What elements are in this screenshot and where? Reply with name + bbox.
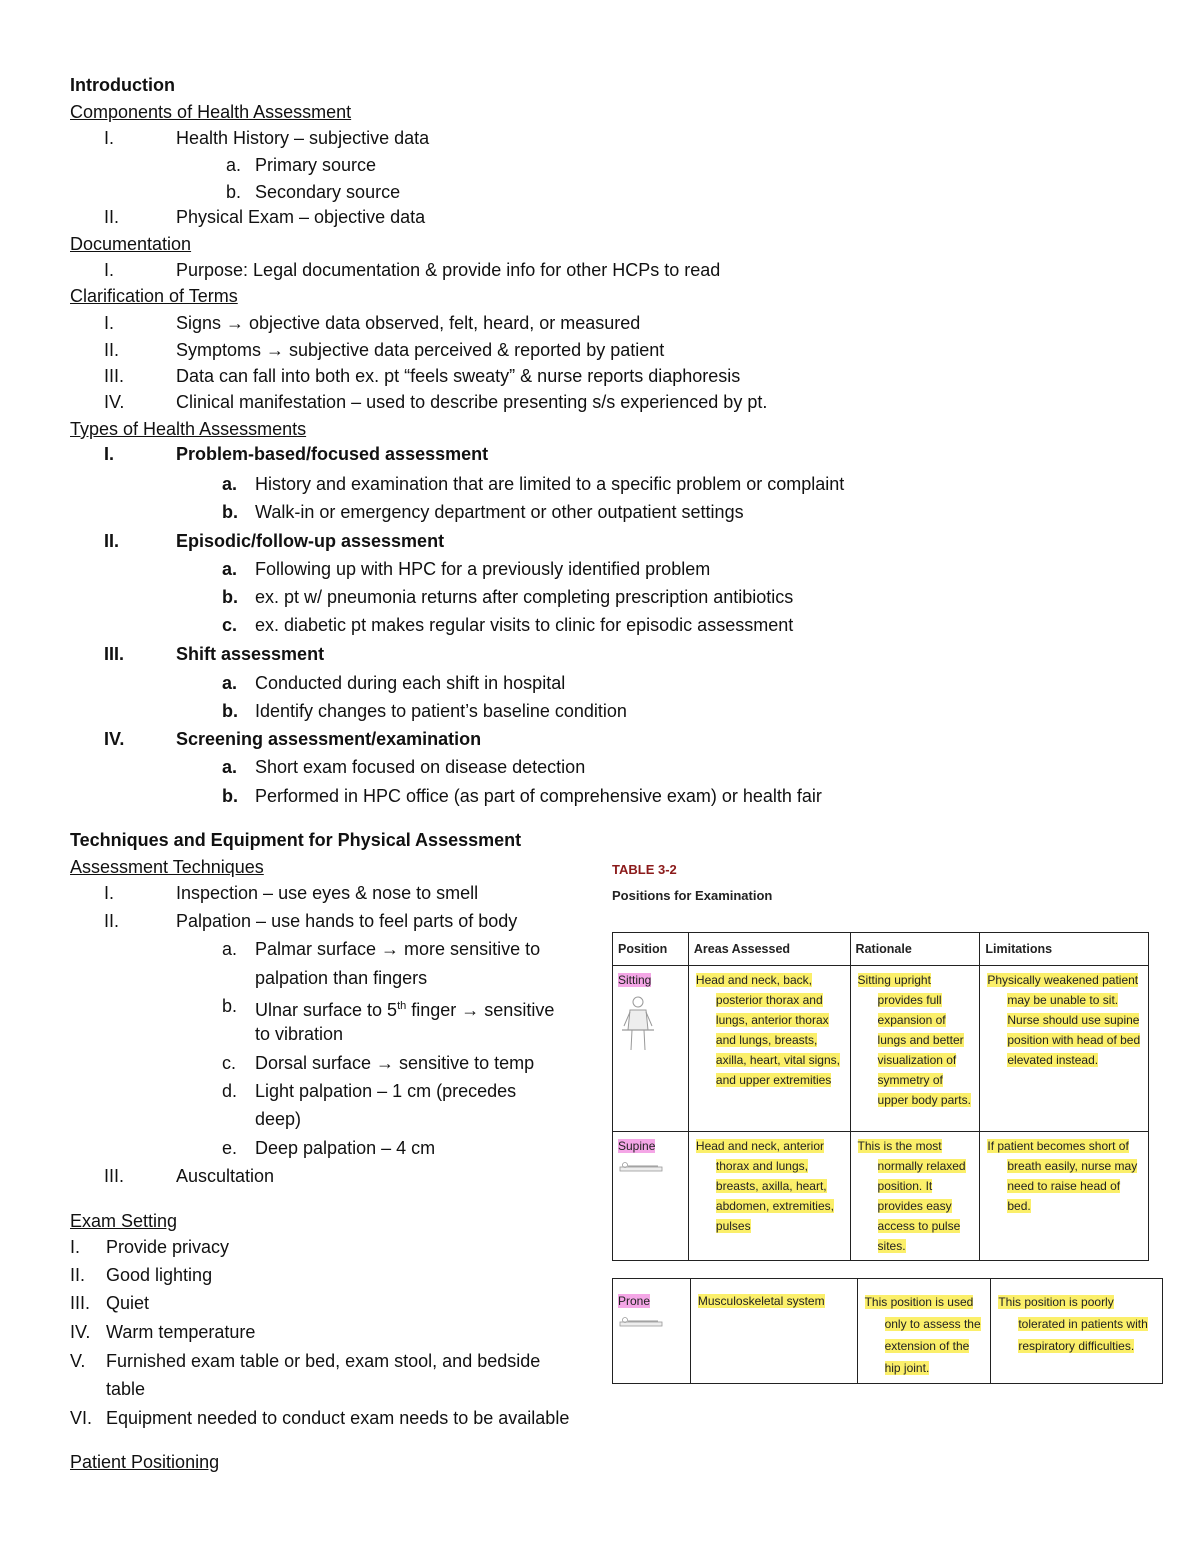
list-item: Furnished exam table or bed, exam stool, and bedside (106, 1351, 541, 1371)
areas-text: Head and neck, back, posterior thorax and lungs, anterior thorax and lungs, breasts, axilla, heart, vital signs, and upper extremities (695, 973, 840, 1087)
positions-table (612, 932, 1149, 1261)
limitations-cell (980, 966, 1149, 1132)
list-item: Auscultation (176, 1166, 275, 1186)
table-title: Positions for Examination (612, 888, 773, 903)
list-num: II. (70, 1265, 86, 1285)
list-num: e. (222, 1138, 238, 1158)
patient-positioning-heading: Patient Positioning (70, 1452, 220, 1472)
types-heading: Types of Health Assessments (70, 419, 307, 439)
list-num: III. (70, 1293, 91, 1313)
limitations-text: If patient becomes short of breath easily, nurse may need to raise head of bed. (987, 1139, 1138, 1213)
list-num: a. (222, 939, 238, 959)
list-num: V. (70, 1351, 86, 1371)
rationale-text: This is the most normally relaxed position. It provides easy access to pulse sites. (857, 1139, 966, 1253)
list-num: a. (222, 673, 238, 693)
list-item: Quiet (106, 1293, 150, 1313)
list-item: History and examination that are limited to a specific problem or complaint (255, 474, 845, 494)
list-item: table (106, 1379, 146, 1399)
list-num: III. (104, 366, 125, 386)
list-item: Shift assessment (176, 644, 325, 664)
areas-text: Musculoskeletal system (697, 1294, 825, 1308)
list-item: Walk-in or emergency department or other outpatient settings (255, 502, 744, 522)
position-cell (613, 1132, 689, 1261)
areas-text: Head and neck, anterior thorax and lungs, breasts, axilla, heart, abdomen, extremities, pulses (695, 1139, 834, 1233)
exam-setting-heading: Exam Setting (70, 1211, 178, 1231)
list-item: Palpation – use hands to feel parts of body (176, 911, 518, 931)
list-num: VI. (70, 1408, 93, 1428)
list-item: Identify changes to patient’s baseline condition (255, 701, 627, 721)
header-limitations: Limitations (980, 933, 1149, 966)
list-item: Ulnar surface to 5th finger → sensitive (255, 1000, 555, 1020)
list-item: to vibration (255, 1024, 344, 1044)
list-num: IV. (70, 1322, 91, 1342)
list-item: Data can fall into both ex. pt “feels sweaty” & nurse reports diaphoresis (176, 366, 741, 386)
list-item: Physical Exam – objective data (176, 207, 426, 227)
list-num: a. (222, 559, 238, 579)
intro-heading: Introduction (70, 75, 175, 95)
supine-figure-icon (618, 1160, 664, 1174)
list-item: Deep palpation – 4 cm (255, 1138, 436, 1158)
sitting-figure-icon (618, 994, 658, 1056)
list-num: I. (104, 313, 115, 333)
rationale-text: Sitting upright provides full expansion of lungs and better visualization of symmetry of upper body parts. (857, 973, 971, 1107)
list-num: I. (104, 260, 115, 280)
list-num: b. (222, 786, 238, 806)
list-num: b. (226, 182, 242, 202)
rationale-text: This position is used only to assess the extension of the hip joint. (864, 1295, 981, 1375)
list-num: IV. (104, 729, 125, 749)
list-item: Episodic/follow-up assessment (176, 531, 445, 551)
areas-cell (690, 1279, 857, 1384)
list-num: II. (104, 911, 120, 931)
list-num: b. (222, 502, 238, 522)
header-areas: Areas Assessed (688, 933, 850, 966)
list-num: c. (222, 1053, 237, 1073)
list-item: Good lighting (106, 1265, 213, 1285)
list-item: Signs → objective data observed, felt, heard, or measured (176, 313, 641, 333)
list-num: III. (104, 1166, 125, 1186)
documentation-heading: Documentation (70, 234, 192, 254)
list-num: d. (222, 1081, 238, 1101)
components-heading: Components of Health Assessment (70, 102, 352, 122)
list-item: Secondary source (255, 182, 401, 202)
list-num: I. (104, 444, 115, 464)
assessment-techniques-heading: Assessment Techniques (70, 857, 264, 877)
list-num: c. (222, 615, 238, 635)
list-num: I. (104, 883, 115, 903)
list-item: Problem-based/focused assessment (176, 444, 489, 464)
header-position: Position (613, 933, 689, 966)
terms-heading: Clarification of Terms (70, 286, 238, 306)
list-item: Screening assessment/examination (176, 729, 482, 749)
list-num: a. (226, 155, 242, 175)
list-item: Purpose: Legal documentation & provide info for other HCPs to read (176, 260, 721, 280)
list-item: Short exam focused on disease detection (255, 757, 586, 777)
list-num: III. (104, 644, 125, 664)
list-item: Palmar surface → more sensitive to (255, 939, 541, 959)
list-num: II. (104, 340, 120, 360)
table-row (613, 966, 1149, 1132)
list-num: b. (222, 587, 238, 607)
rationale-cell (857, 1279, 991, 1384)
list-num: a. (222, 757, 238, 777)
rationale-cell (850, 966, 980, 1132)
areas-cell (688, 1132, 850, 1261)
position-label: Sitting (618, 973, 652, 987)
list-num: I. (104, 128, 115, 148)
list-num: I. (70, 1237, 81, 1257)
list-item: ex. pt w/ pneumonia returns after completing prescription antibiotics (255, 587, 794, 607)
list-item: Health History – subjective data (176, 128, 430, 148)
areas-cell (688, 966, 850, 1132)
limitations-cell (991, 1279, 1163, 1384)
table-row (613, 1132, 1149, 1261)
list-item: Conducted during each shift in hospital (255, 673, 566, 693)
header-rationale: Rationale (850, 933, 980, 966)
positions-table-continued (612, 1278, 1163, 1384)
rationale-cell (850, 1132, 980, 1261)
list-item: Inspection – use eyes & nose to smell (176, 883, 479, 903)
list-num: II. (104, 207, 120, 227)
list-item: Warm temperature (106, 1322, 256, 1342)
limitations-text: This position is poorly tolerated in patients with respiratory difficulties. (998, 1295, 1148, 1353)
list-item: Light palpation – 1 cm (precedes (255, 1081, 517, 1101)
list-item: ex. diabetic pt makes regular visits to clinic for episodic assessment (255, 615, 794, 635)
list-item: Following up with HPC for a previously identified problem (255, 559, 711, 579)
techniques-heading: Techniques and Equipment for Physical Assessment (70, 830, 522, 850)
list-item: palpation than fingers (255, 968, 428, 988)
table-label: TABLE 3-2 (612, 862, 677, 877)
list-item: Symptoms → subjective data perceived & reported by patient (176, 340, 665, 360)
list-num: II. (104, 531, 120, 551)
position-label: Supine (618, 1139, 656, 1153)
limitations-cell (980, 1132, 1149, 1261)
list-item: Provide privacy (106, 1237, 230, 1257)
position-cell (613, 966, 689, 1132)
list-item: Primary source (255, 155, 377, 175)
table-header-row (613, 933, 1149, 966)
list-num: a. (222, 474, 238, 494)
limitations-text: Physically weakened patient may be unable to sit. Nurse should use supine position with head of bed elevated instead. (987, 973, 1141, 1067)
table-row (613, 1279, 1163, 1384)
list-num: b. (222, 996, 238, 1016)
list-item: Performed in HPC office (as part of comprehensive exam) or health fair (255, 786, 822, 806)
prone-figure-icon (618, 1315, 664, 1329)
position-label: Prone (618, 1294, 651, 1308)
position-cell (613, 1279, 691, 1384)
list-item: Equipment needed to conduct exam needs to be available (106, 1408, 570, 1428)
list-item: deep) (255, 1109, 302, 1129)
list-num: b. (222, 701, 238, 721)
list-num: IV. (104, 392, 125, 412)
list-item: Clinical manifestation – used to describe presenting s/s experienced by pt. (176, 392, 768, 412)
list-item: Dorsal surface → sensitive to temp (255, 1053, 535, 1073)
